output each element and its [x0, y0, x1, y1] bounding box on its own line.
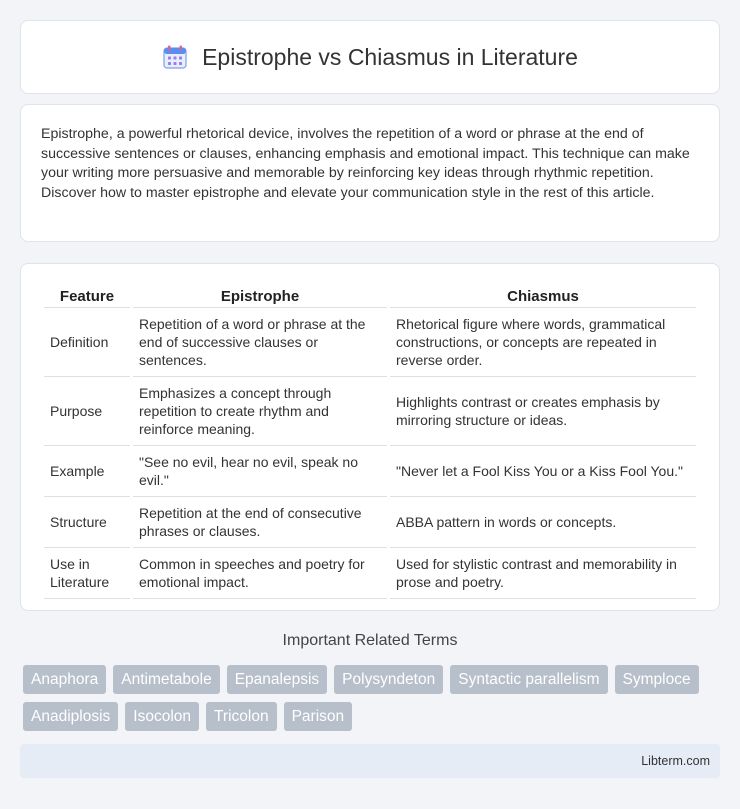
footer-site-link[interactable]: Libterm.com [641, 754, 710, 768]
related-terms-heading: Important Related Terms [282, 632, 458, 649]
title-wrap [162, 44, 578, 71]
tag-antimetabole[interactable]: Antimetabole [113, 665, 219, 694]
header-chiasmus: Chiasmus [390, 286, 696, 308]
related-terms-list [23, 665, 723, 731]
tag-syntactic-parallelism[interactable]: Syntactic parallelism [450, 665, 607, 694]
feature-cell: Structure [44, 497, 130, 548]
tag-epanalepsis[interactable]: Epanalepsis [227, 665, 327, 694]
table-header-row [44, 286, 696, 308]
chiasmus-cell: Highlights contrast or creates emphasis by mirroring structure or ideas. [390, 377, 696, 446]
tag-anadiplosis[interactable]: Anadiplosis [23, 702, 118, 731]
tag-polysyndeton[interactable]: Polysyndeton [334, 665, 443, 694]
table-row [44, 308, 696, 377]
feature-cell: Example [44, 446, 130, 497]
chiasmus-cell: ABBA pattern in words or concepts. [390, 497, 696, 548]
chiasmus-cell: Used for stylistic contrast and memorability in prose and poetry. [390, 548, 696, 599]
epistrophe-cell: "See no evil, hear no evil, speak no evil." [133, 446, 387, 497]
feature-cell: Definition [44, 308, 130, 377]
feature-cell: Purpose [44, 377, 130, 446]
header-epistrophe: Epistrophe [133, 286, 387, 308]
title-card [20, 20, 720, 94]
epistrophe-cell: Repetition at the end of consecutive phrases or clauses. [133, 497, 387, 548]
chiasmus-cell: Rhetorical figure where words, grammatical constructions, or concepts are repeated in reverse order. [390, 308, 696, 377]
intro-paragraph: Epistrophe, a powerful rhetorical device, involves the repetition of a word or phrase at the end of successive sentences or clauses, enhancing emphasis and emotional impact. This technique can make your writing more persuasive and memorable by reinforcing key ideas through rhythmic repetition. Discover how to master epistrophe and elevate your communication style in the rest of this article. [41, 126, 690, 201]
epistrophe-cell: Repetition of a word or phrase at the end of successive clauses or sentences. [133, 308, 387, 377]
epistrophe-cell: Emphasizes a concept through repetition to create rhythm and reinforce meaning. [133, 377, 387, 446]
page-title: Epistrophe vs Chiasmus in Literature [202, 43, 578, 70]
table-row [44, 497, 696, 548]
calendar-icon [162, 44, 188, 70]
comparison-card [20, 263, 720, 611]
chiasmus-cell: "Never let a Fool Kiss You or a Kiss Fool You." [390, 446, 696, 497]
footer [20, 744, 720, 778]
tag-anaphora[interactable]: Anaphora [23, 665, 106, 694]
feature-cell: Use in Literature [44, 548, 130, 599]
tag-isocolon[interactable]: Isocolon [125, 702, 199, 731]
table-row [44, 377, 696, 446]
tag-symploce[interactable]: Symploce [615, 665, 699, 694]
intro-card [20, 104, 720, 242]
tag-parison[interactable]: Parison [284, 702, 353, 731]
comparison-table [41, 286, 699, 599]
epistrophe-cell: Common in speeches and poetry for emotional impact. [133, 548, 387, 599]
table-row [44, 446, 696, 497]
tag-tricolon[interactable]: Tricolon [206, 702, 277, 731]
table-row [44, 548, 696, 599]
header-feature: Feature [44, 286, 130, 308]
